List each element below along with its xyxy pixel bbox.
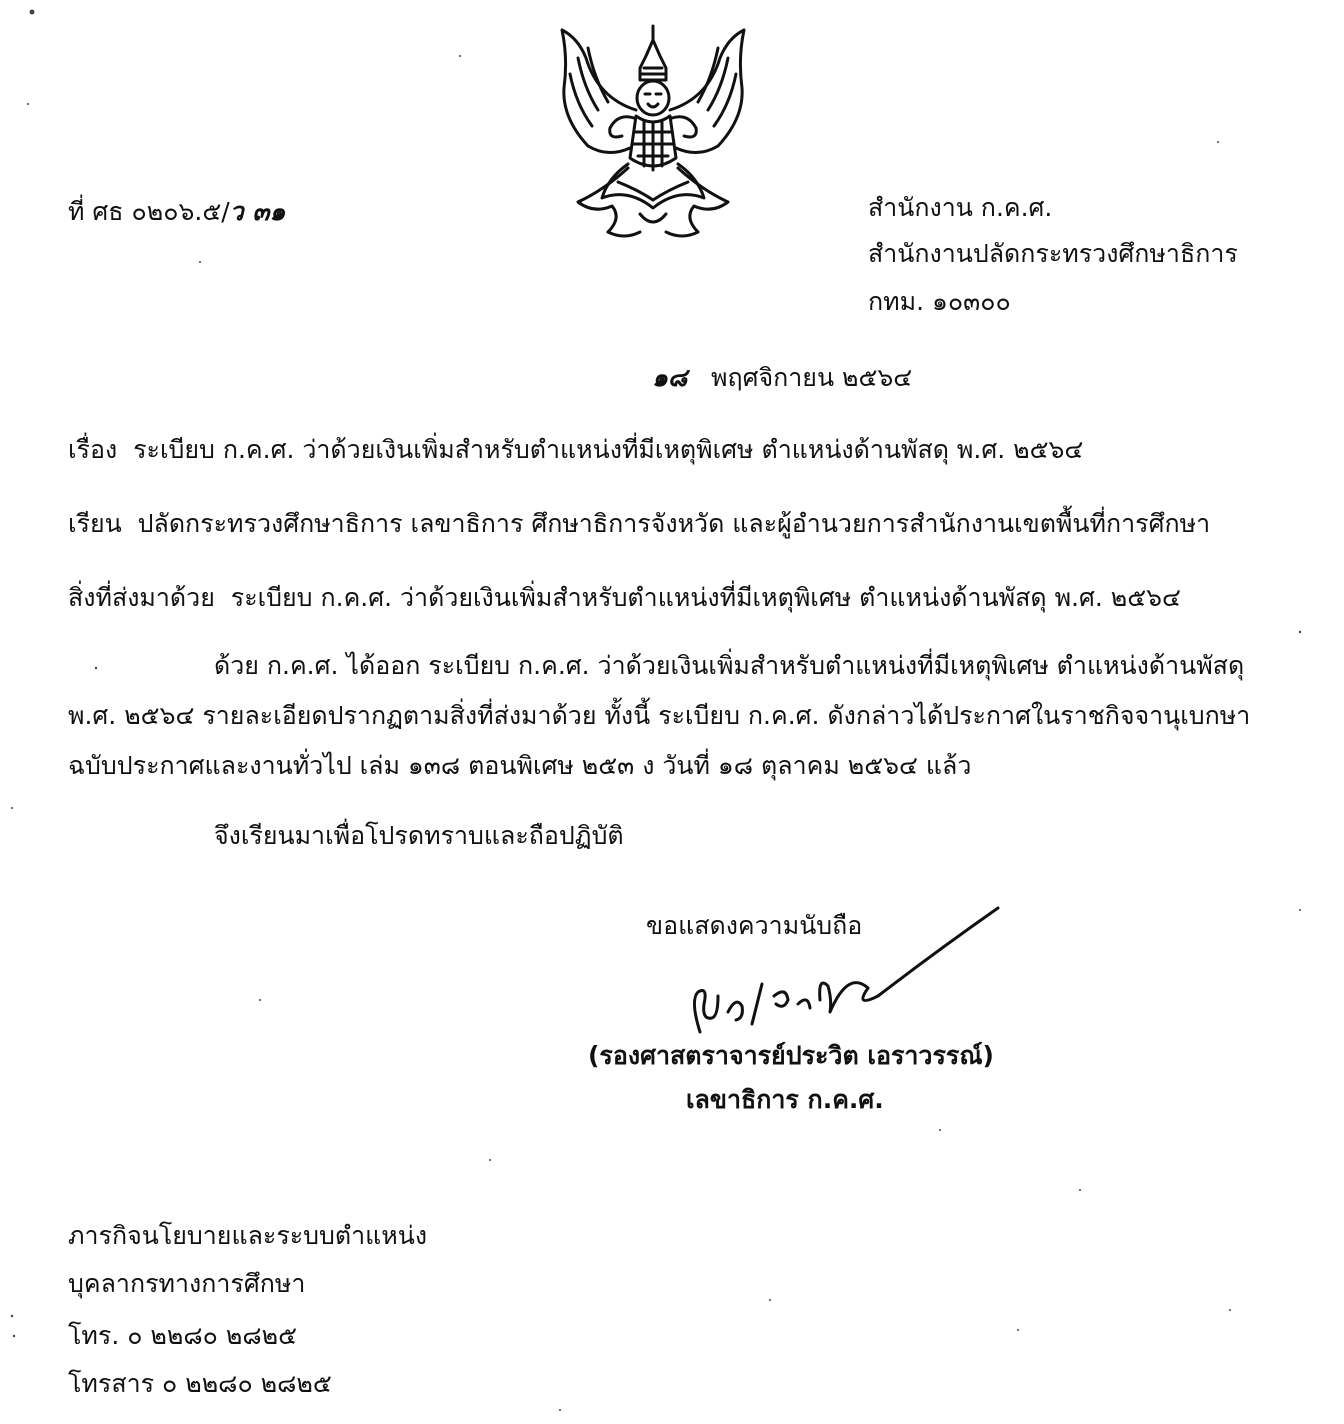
enclosure-label: สิ่งที่ส่งมาด้วย [68,583,215,612]
body-line-3: ฉบับประกาศและงานทั่วไป เล่ม ๑๓๘ ตอนพิเศษ ๒๕๓ ง วันที่ ๑๘ ตุลาคม ๒๕๖๔ แล้ว [68,751,972,780]
enclosure-text: ระเบียบ ก.ค.ศ. ว่าด้วยเงินเพิ่มสำหรับตำแหน่งที่มีเหตุพิเศษ ตำแหน่งด้านพัสดุ พ.ศ. ๒๕๖๔ [230,583,1181,612]
body-line-2: พ.ศ. ๒๕๖๔ รายละเอียดปรากฏตามสิ่งที่ส่งมาด้วย ทั้งนี้ ระเบียบ ก.ค.ศ. ดังกล่าวได้ประกาศในราชกิจจานุเบกษา [68,701,1251,730]
footer-line-1: ภารกิจนโยบายและระบบตำแหน่ง [68,1221,428,1250]
recipient-text: ปลัดกระทรวงศึกษาธิการ เลขาธิการ ศึกษาธิการจังหวัด และผู้อำนวยการสำนักงานเขตพื้นที่การศึกษา [137,509,1211,538]
office-line-3: กทม. ๑๐๓๐๐ [868,287,1011,316]
footer-line-2: บุคลากรทางการศึกษา [68,1269,306,1298]
closing-sentence: จึงเรียนมาเพื่อโปรดทราบและถือปฏิบัติ [214,821,624,850]
office-line-2: สำนักงานปลัดกระทรวงศึกษาธิการ [868,239,1238,268]
signatory-name: (รองศาสตราจารย์ประวิต เอราวรรณ์) [588,1041,994,1070]
reference-prefix: ที่ ศธ ๐๒๐๖.๕/ [68,197,230,226]
footer-phone: โทร. ๐ ๒๒๘๐ ๒๘๒๕ [68,1321,298,1350]
footer-fax: โทรสาร ๐ ๒๒๘๐ ๒๘๒๕ [68,1369,332,1398]
subject-text: ระเบียบ ก.ค.ศ. ว่าด้วยเงินเพิ่มสำหรับตำแหน่งที่มีเหตุพิเศษ ตำแหน่งด้านพัสดุ พ.ศ. ๒๕๖๔ [133,435,1084,464]
body-line-1: ด้วย ก.ค.ศ. ได้ออก ระเบียบ ก.ค.ศ. ว่าด้วยเงินเพิ่มสำหรับตำแหน่งที่มีเหตุพิเศษ ตำแหน่งด้านพัสดุ [214,651,1245,680]
subject-label: เรื่อง [68,435,118,464]
recipient-label: เรียน [68,509,122,538]
date-month-year: พฤศจิกายน ๒๕๖๔ [711,363,913,392]
signatory-position: เลขาธิการ ก.ค.ศ. [686,1085,884,1114]
salutation: ขอแสดงความนับถือ [646,911,863,940]
date-day-handwritten: ๑๘ [652,363,688,392]
reference-handwritten: ว ๓๑ [229,197,286,226]
office-line-1: สำนักงาน ก.ค.ศ. [868,193,1053,222]
